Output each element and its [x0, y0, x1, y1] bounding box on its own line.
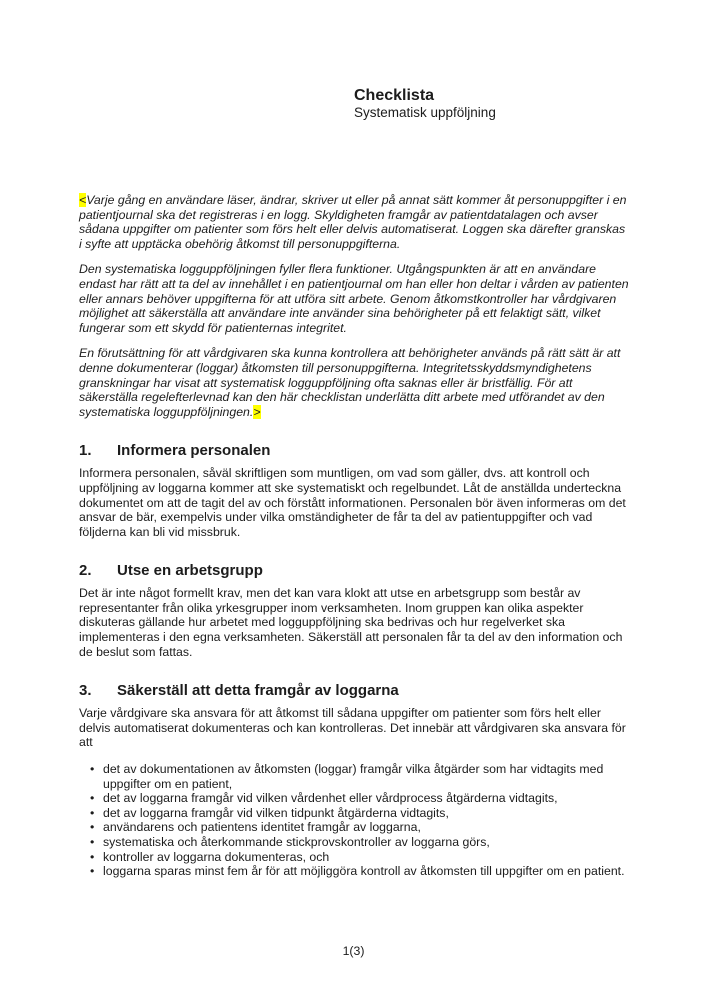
document-content	[79, 0, 631, 879]
intro-paragraph-2: Den systematiska logguppföljningen fyller flera funktioner. Utgångspunkten är att en användare endast har rätt att ta del av innehållet i en patientjournal om han eller hon deltar i vården av patienten eller annars behöver uppgifterna för att utföra sitt arbete. Genom åtkomstkontroller har vårdgivaren möjlighet att säkerställa att användare inte använder sina behörigheter på ett felaktigt sätt, vilket fungerar som ett skydd för patienternas integritet.	[79, 262, 629, 335]
highlighted-open-mark: <	[79, 193, 87, 207]
section-3-heading-text: Säkerställ att detta framgår av loggarna	[117, 682, 399, 700]
bullet-item: • användarens och patientens identitet framgår av loggarna,	[79, 820, 631, 835]
page-subtitle: Systematisk uppföljning	[354, 105, 496, 120]
intro-paragraph-3	[79, 346, 631, 419]
section-1-heading	[79, 442, 631, 459]
section-1-number: 1.	[79, 442, 92, 460]
section-1-body: Informera personalen, såväl skriftligen som muntligen, om vad som gäller, dvs. att kontroll och uppföljning av loggarna kommer att ske systematiskt och regelbundet. Låt de anställda underteckna dokumentet om att de tagit del av och förstått informationen. Personalen bör även informeras om det ansvar de bär, exempelvis under vilka omständigheter de får ta del av patientuppgifter och vad följderna kan bli vid missbruk.	[79, 466, 626, 539]
page-number: 1(3)	[342, 944, 365, 958]
intro-paragraph-1-text: Varje gång en användare läser, ändrar, skriver ut eller på annat sätt kommer åt personuppgifter i en patientjournal ska det registreras i en logg. Skyldigheten framgår av patientdatalagen och avser sådana uppgifter om patienter som förs helt eller delvis automatiserat. Loggen ska därefter granskas i syfte att upptäcka obehörig åtkomst till personuppgifterna.	[79, 193, 627, 251]
section-1-heading-text: Informera personalen	[117, 442, 271, 460]
intro-paragraph-3-text: En förutsättning för att vårdgivaren ska kunna kontrollera att behörigheter används på rätt sätt är att denne dokumenterar (loggar) åtkomsten till personuppgifterna. Integritetsskyddsmyndighetens granskningar har visat att systematisk logguppföljning ofta saknas eller är bristfällig. För att säkerställa regelefterlevnad kan den här checklistan underlätta ditt arbete med utförandet av den systematiska logguppföljningen.	[79, 346, 621, 419]
highlighted-close-mark: >	[253, 404, 261, 419]
section-2	[79, 562, 631, 659]
section-3-heading	[79, 682, 631, 699]
section-3-number: 3.	[79, 682, 92, 700]
bullet-item: • kontroller av loggarna dokumenteras, och	[79, 850, 631, 865]
section-1	[79, 442, 631, 539]
title-block	[354, 0, 631, 121]
section-3	[79, 682, 631, 879]
bullet-item: • loggarna sparas minst fem år för att möjliggöra kontroll av åtkomsten till uppgifter om en patient.	[79, 864, 631, 879]
section-2-number: 2.	[79, 562, 92, 580]
section-2-body: Det är inte något formellt krav, men det kan vara klokt att utse en arbetsgrupp som består av representanter från olika yrkesgrupper inom verksamheten. Inom gruppen kan olika aspekter diskuteras gällande hur arbetet med logguppföljning ska bedrivas och hur regelverket ska implementeras i den egna verksamheten. Säkerställ att personalen får ta del av den information och de beslut som fattas.	[79, 586, 623, 659]
intro-paragraph-1	[79, 193, 631, 251]
bullet-item: • systematiska och återkommande stickprovskontroller av loggarna görs,	[79, 835, 631, 850]
section-2-heading	[79, 562, 631, 579]
bullet-item: • det av loggarna framgår vid vilken vårdenhet eller vårdprocess åtgärderna vidtagits,	[79, 791, 631, 806]
section-3-bullet-list	[79, 762, 631, 879]
section-3-body: Varje vårdgivare ska ansvara för att åtkomst till sådana uppgifter om patienter som förs helt eller delvis automatiserat dokumenteras och kan kontrolleras. Det innebär att vårdgivaren ska ansvara för att	[79, 706, 626, 750]
page-title: Checklista	[354, 87, 435, 104]
section-2-heading-text: Utse en arbetsgrupp	[117, 562, 263, 580]
bullet-item: • det av dokumentationen av åtkomsten (loggar) framgår vilka åtgärder som har vidtagits med uppgifter om en patient,	[79, 762, 631, 791]
bullet-item: • det av loggarna framgår vid vilken tidpunkt åtgärderna vidtagits,	[79, 806, 631, 821]
